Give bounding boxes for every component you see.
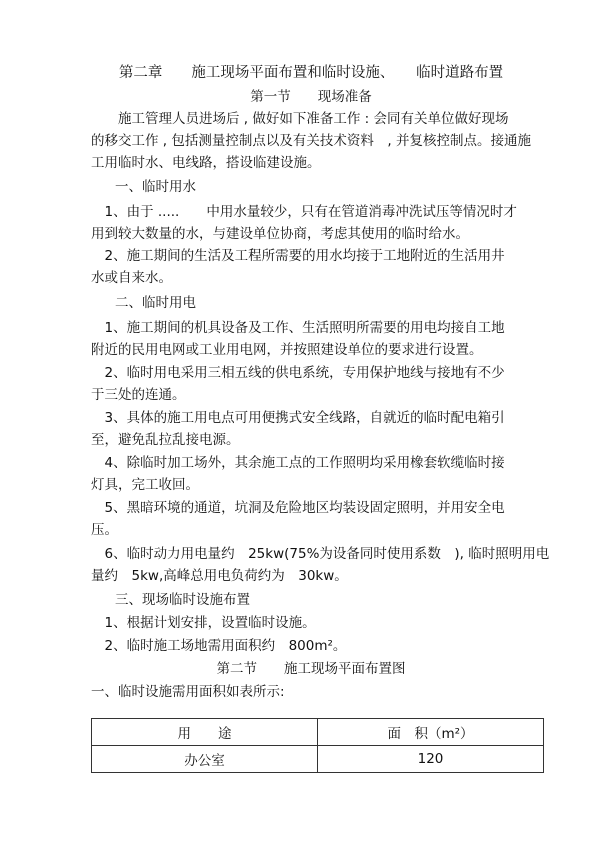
- facility-heading: 三、现场临时设施布置: [115, 592, 250, 608]
- power-line-5: 3、具体的施工用电点可用便携式安全线路，自就近的临时配电箱引: [91, 410, 505, 426]
- table-row: [92, 746, 544, 773]
- prep-line-3: 工用临时水、电线路，搭设临建设施。: [91, 155, 321, 171]
- water-line-4: 水或自来水。: [91, 270, 172, 286]
- table-header-row: [92, 719, 544, 746]
- section2-title: 第二节 施工现场平面布置图: [216, 661, 406, 677]
- power-line-8: 灯具，完工收回。: [91, 477, 199, 493]
- prep-line-1: 施工管理人员进场后 , 做好如下准备工作 : 会同有关单位做好现场: [91, 111, 509, 127]
- water-line-3: 2、施工期间的生活及工程所需要的用水均接于工地附近的生活用井: [91, 248, 505, 264]
- water-heading: 一、临时用水: [115, 179, 196, 195]
- power-line-12: 量约 5kw,高峰总用电负荷约为 30kw。: [91, 568, 348, 584]
- table-header-use: 用 途: [92, 719, 318, 746]
- power-line-9: 5、黑暗环境的通道，坑洞及危险地区均装设固定照明，并用安全电: [91, 500, 505, 516]
- water-line-1: 1、由于 ..... 中用水量较少，只有在管道消毒冲洗试压等情况时才: [91, 204, 517, 220]
- facility-line-2: 2、临时施工场地需用面积约 800m²。: [91, 638, 347, 654]
- power-line-6: 至，避免乱拉乱接电源。: [91, 432, 240, 448]
- power-line-11: 6、临时动力用电量约 25kw(75%为设备同时使用系数 ), 临时照明用电: [91, 546, 550, 562]
- power-line-1: 1、施工期间的机具设备及工作、生活照明所需要的用电均接自工地: [91, 320, 505, 336]
- section1-title: 第一节 现场准备: [250, 89, 372, 105]
- chapter-title: 第二章 施工现场平面布置和临时设施、 临时道路布置: [118, 65, 504, 81]
- power-line-10: 压。: [91, 522, 118, 538]
- power-line-7: 4、除临时加工场外，其余施工点的工作照明均采用橡套软缆临时接: [91, 455, 505, 471]
- area-table: [91, 718, 544, 773]
- water-line-2: 用到较大数量的水，与建设单位协商，考虑其使用的临时给水。: [91, 226, 469, 242]
- table-header-area: 面 积（m²）: [318, 719, 544, 746]
- facility-line-1: 1、根据计划安排，设置临时设施。: [91, 615, 316, 631]
- power-line-3: 2、临时用电采用三相五线的供电系统，专用保护地线与接地有不少: [91, 365, 505, 381]
- prep-line-2: 的移交工作 , 包括测量控制点以及有关技术资料 , 并复核控制点。接通施: [91, 133, 531, 149]
- table-intro: 一、临时设施需用面积如表所示:: [91, 684, 285, 700]
- table-cell-use: 办公室: [92, 746, 318, 773]
- table-cell-area: 120: [318, 746, 544, 773]
- power-line-4: 于三处的连通。: [91, 387, 186, 403]
- power-heading: 二、临时用电: [115, 295, 196, 311]
- power-line-2: 附近的民用电网或工业用电网，并按照建设单位的要求进行设置。: [91, 342, 483, 358]
